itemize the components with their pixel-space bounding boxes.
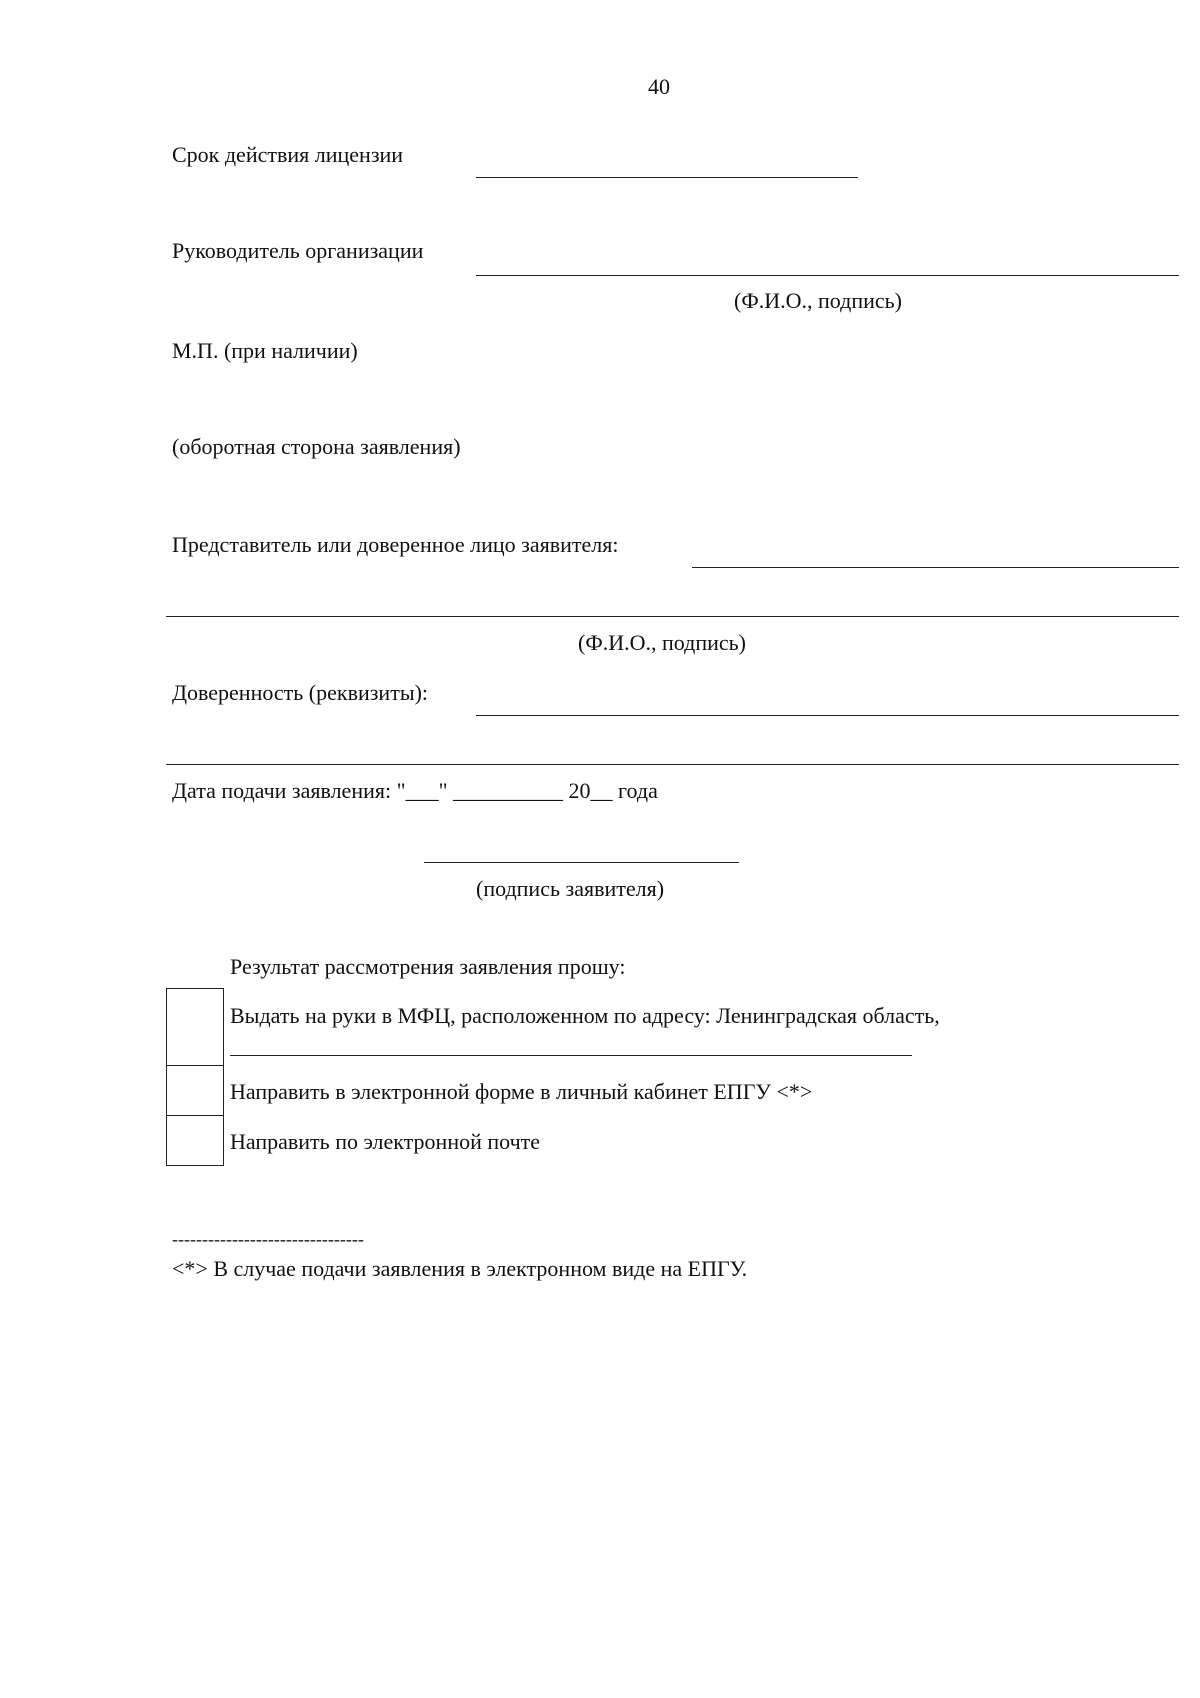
option-checkbox-epgu[interactable] (166, 1065, 224, 1116)
option-checkbox-mfc[interactable] (166, 988, 224, 1066)
footnote-separator: -------------------------------- (172, 1229, 364, 1249)
page-number: 40 (648, 74, 670, 99)
footnote-text: <*> В случае подачи заявления в электронном виде на ЕПГУ. (172, 1256, 748, 1281)
representative-field-continued[interactable] (166, 616, 1179, 617)
license-term-label: Срок действия лицензии (172, 142, 404, 167)
license-term-field[interactable] (476, 177, 858, 178)
power-of-attorney-field[interactable] (476, 715, 1179, 716)
option-label-email: Направить по электронной почте (230, 1129, 541, 1154)
org-head-field[interactable] (476, 275, 1179, 276)
stamp-label: М.П. (при наличии) (172, 338, 358, 363)
submission-date-label: Дата подачи заявления: "___" __________ 20__ года (172, 778, 658, 803)
representative-field[interactable] (692, 567, 1179, 568)
applicant-signature-note: (подпись заявителя) (476, 876, 665, 901)
option-label-epgu: Направить в электронной форме в личный кабинет ЕПГУ <*> (230, 1079, 813, 1104)
fio-signature-note-representative: (Ф.И.О., подпись) (578, 630, 746, 655)
reverse-side-label: (оборотная сторона заявления) (172, 434, 461, 459)
applicant-signature-field[interactable] (424, 862, 739, 863)
result-request-label: Результат рассмотрения заявления прошу: (230, 954, 626, 979)
power-of-attorney-field-continued[interactable] (166, 764, 1179, 765)
representative-label: Представитель или доверенное лицо заявителя: (172, 532, 619, 557)
power-of-attorney-label: Доверенность (реквизиты): (172, 680, 429, 705)
option-checkbox-email[interactable] (166, 1115, 224, 1166)
mfc-address-field[interactable] (230, 1055, 912, 1056)
fio-signature-note: (Ф.И.О., подпись) (734, 288, 902, 313)
option-label-mfc: Выдать на руки в МФЦ, расположенном по адресу: Ленинградская область, (230, 1003, 940, 1028)
org-head-label: Руководитель организации (172, 238, 424, 263)
